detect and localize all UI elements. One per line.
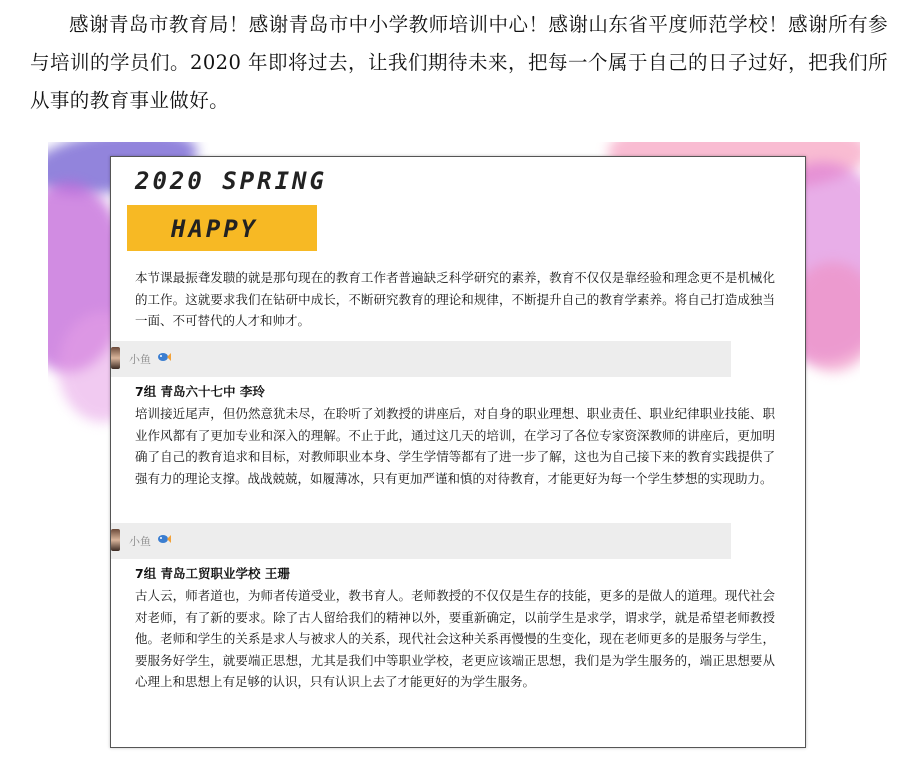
happy-banner [127,205,317,251]
poster-image [48,142,860,752]
post-header [111,523,731,559]
intro-paragraph: 感谢青岛市教育局！感谢青岛市中小学教师培训中心！感谢山东省平度师范学校！感谢所有参与培训的学员们。2020 年即将过去，让我们期待未来，把每一个属于自己的日子过好，把我们所从事的教育事业做好。 [30,13,888,112]
post-header [111,341,731,377]
happy-banner-text: HAPPY [171,215,259,243]
fish-icon [157,533,171,545]
poster-title: 2020 SPRING [135,167,327,195]
post-body [135,563,775,693]
poster-card [110,156,806,748]
post-body [135,381,775,489]
avatar [111,529,120,551]
avatar [111,347,120,369]
fish-icon [157,351,171,363]
post-title: 7组 青岛六十七中 李玲 [135,384,265,399]
post-text: 古人云，师者道也，为师者传道受业，教书育人。老师教授的不仅仅是生存的技能，更多的是做人的道理。现代社会对老师，有了新的要求。除了古人留给我们的精神以外，要重新确定，以前学生是求学，谓求学，就是希望老师教授他。老师和学生的关系是求人与被求人的关系，现代社会这种关系再慢慢的生变化，现在老师更多的是服务与学生，要服务好学生，就要端正思想，尤其是我们中等职业学校，老更应该端正思想，我们是为学生服务的，端正思想要从心理上和思想上有足够的认识，只有认识上去了才能更好的为学生服务。 [135,588,775,689]
post-title: 7组 青岛工贸职业学校 王珊 [135,566,290,581]
post-author: 小鱼 [129,535,151,548]
post-author: 小鱼 [129,353,151,366]
poster-paragraph: 本节课最振聋发聩的就是那句现在的教育工作者普遍缺乏科学研究的素养，教育不仅仅是靠经验和理念更不是机械化的工作。这就要求我们在钻研中成长，不断研究教育的理论和规律，不断提升自己的教育学素养。将自己打造成独当一面、不可替代的人才和帅才。 [135,270,775,328]
post-text: 培训接近尾声，但仍然意犹未尽，在聆听了刘教授的讲座后，对自身的职业理想、职业责任、职业纪律职业技能、职业作风都有了更加专业和深入的理解。不止于此，通过这几天的培训，在学习了各位专家资深教师的讲座后，更加明确了自己的教育追求和目标，对教师职业本身、学生学情等都有了进一步了解，这也为自己接下来的教育实践提供了强有力的理论支撑。战战兢兢，如履薄冰，只有更加严谨和慎的对待教育，才能更好为每一个学生梦想的实现助力。 [135,406,775,486]
